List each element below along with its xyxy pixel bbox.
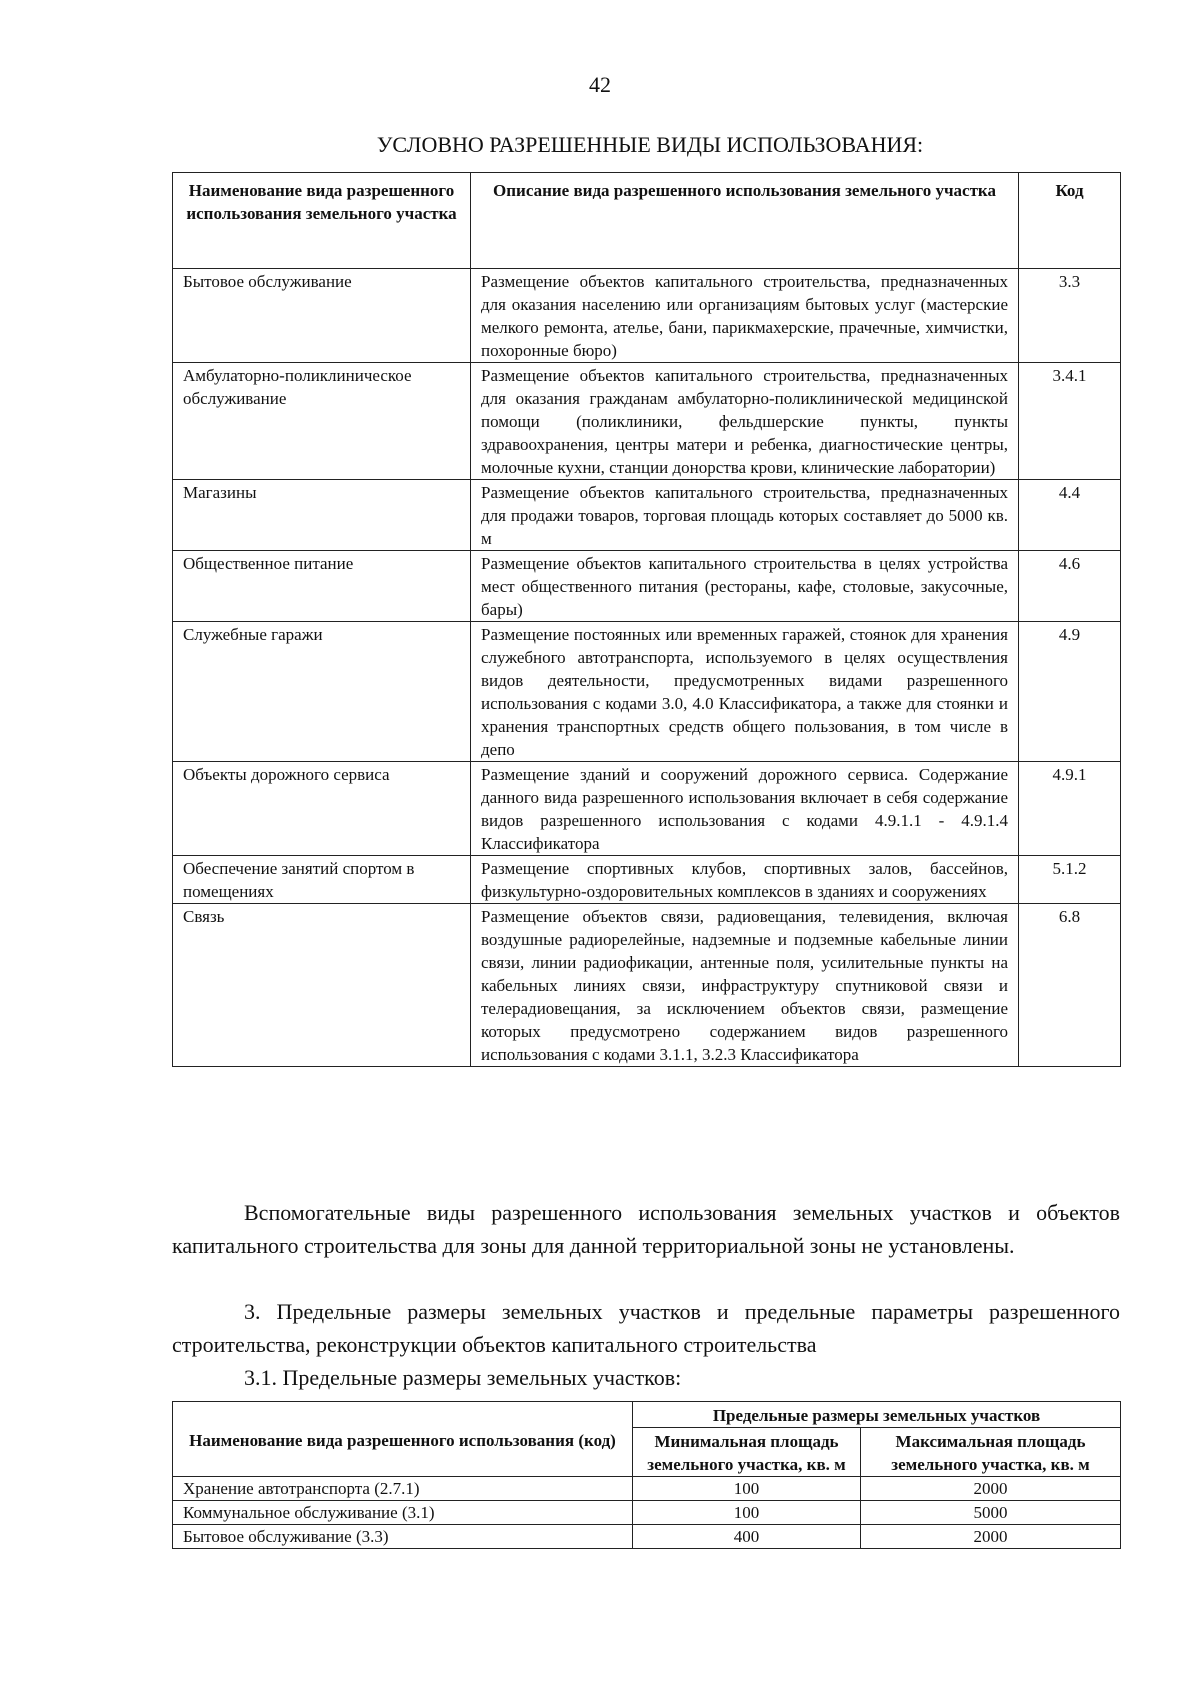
table-row	[173, 480, 1121, 551]
use-name-cell: Связь	[173, 904, 471, 1067]
table-row	[173, 622, 1121, 762]
use-description-cell: Размещение спортивных клубов, спортивных залов, бассейнов, физкультурно-оздоровительных комплексов в зданиях и сооружениях	[471, 856, 1019, 904]
min-area-cell: 100	[633, 1477, 861, 1501]
table-row	[173, 1477, 1121, 1501]
use-description-cell: Размещение объектов капитального строительства, предназначенных для продажи товаров, торговая площадь которых составляет до 5000 кв. м	[471, 480, 1019, 551]
use-name-cell: Коммунальное обслуживание (3.1)	[173, 1501, 633, 1525]
header-use-name-code: Наименование вида разрешенного использования (код)	[173, 1402, 633, 1477]
table-row	[173, 1525, 1121, 1549]
table-row	[173, 904, 1121, 1067]
use-description-cell: Размещение объектов капитального строительства, предназначенных для оказания населению или организациям бытовых услуг (мастерские мелкого ремонта, ателье, бани, парикмахерские, прачечные, химчистки, похоронные бюро)	[471, 269, 1019, 363]
use-description-cell: Размещение объектов капитального строительства, предназначенных для оказания гражданам амбулаторно-поликлинической медицинской помощи (поликлиники, фельдшерские пункты, пункты здравоохранения, центры матери и ребенка, диагностические центры, молочные кухни, станции донорства крови, клинические лаборатории)	[471, 363, 1019, 480]
table-row	[173, 762, 1121, 856]
use-description-cell: Размещение постоянных или временных гаражей, стоянок для хранения служебного автотранспорта, используемого в целях осуществления видов деятельности, предусмотренных видами разрешенного использования с кодами 3.0, 4.0 Классификатора, а также для стоянки и хранения транспортных средств общего пользования, в том числе в депо	[471, 622, 1019, 762]
use-name-cell: Магазины	[173, 480, 471, 551]
section-title: УСЛОВНО РАЗРЕШЕННЫЕ ВИДЫ ИСПОЛЬЗОВАНИЯ:	[376, 132, 924, 157]
max-area-cell: 5000	[861, 1501, 1121, 1525]
table-row	[173, 856, 1121, 904]
table-header-row	[173, 173, 1121, 269]
use-description-cell: Размещение зданий и сооружений дорожного сервиса. Содержание данного вида разрешенного использования включает в себя содержание видов разрешенного использования с кодами 4.9.1.1 - 4.9.1.4 Классификатора	[471, 762, 1019, 856]
header-code: Код	[1019, 173, 1121, 269]
header-use-description: Описание вида разрешенного использования земельного участка	[471, 173, 1019, 269]
min-area-cell: 400	[633, 1525, 861, 1549]
plot-size-limits-table	[172, 1401, 1121, 1549]
use-code-cell: 4.4	[1019, 480, 1121, 551]
use-name-cell: Амбулаторно-поликлиническое обслуживание	[173, 363, 471, 480]
use-code-cell: 3.3	[1019, 269, 1121, 363]
use-code-cell: 4.9.1	[1019, 762, 1121, 856]
max-area-cell: 2000	[861, 1477, 1121, 1501]
table-header-row	[173, 1402, 1121, 1428]
use-description-cell: Размещение объектов капитального строительства в целях устройства мест общественного питания (рестораны, кафе, столовые, закусочные, бары)	[471, 551, 1019, 622]
use-name-cell: Хранение автотранспорта (2.7.1)	[173, 1477, 633, 1501]
use-name-cell: Объекты дорожного сервиса	[173, 762, 471, 856]
header-min-area: Минимальная площадь земельного участка, кв. м	[633, 1428, 861, 1477]
min-area-cell: 100	[633, 1501, 861, 1525]
section-3-heading: 3. Предельные размеры земельных участков и предельные параметры разрешенного строительства, реконструкции объектов капитального строительства	[172, 1299, 1120, 1357]
use-name-cell: Служебные гаражи	[173, 622, 471, 762]
use-code-cell: 6.8	[1019, 904, 1121, 1067]
use-name-cell: Бытовое обслуживание	[173, 269, 471, 363]
use-code-cell: 4.9	[1019, 622, 1121, 762]
header-plot-size-limits: Предельные размеры земельных участков	[633, 1402, 1121, 1428]
table-row	[173, 269, 1121, 363]
use-name-cell: Общественное питание	[173, 551, 471, 622]
permitted-uses-table	[172, 172, 1121, 1067]
auxiliary-uses-paragraph: Вспомогательные виды разрешенного использования земельных участков и объектов капитального строительства для зоны для данной территориальной зоны не установлены.	[172, 1200, 1120, 1258]
subsection-3-1-heading: 3.1. Предельные размеры земельных участков:	[244, 1365, 682, 1390]
table-row	[173, 1501, 1121, 1525]
table-row	[173, 363, 1121, 480]
use-code-cell: 4.6	[1019, 551, 1121, 622]
use-code-cell: 3.4.1	[1019, 363, 1121, 480]
table-row	[173, 551, 1121, 622]
header-use-name: Наименование вида разрешенного использования земельного участка	[173, 173, 471, 269]
use-description-cell: Размещение объектов связи, радиовещания, телевидения, включая воздушные радиорелейные, надземные и подземные кабельные линии связи, линии радиофикации, антенные поля, усилительные пункты на кабельных линиях связи, инфраструктуру спутниковой связи и телерадиовещания, за исключением объектов связи, размещение которых предусмотрено содержанием видов разрешенного использования с кодами 3.1.1, 3.2.3 Классификатора	[471, 904, 1019, 1067]
max-area-cell: 2000	[861, 1525, 1121, 1549]
page-number: 42	[589, 72, 611, 97]
use-code-cell: 5.1.2	[1019, 856, 1121, 904]
header-max-area: Максимальная площадь земельного участка, кв. м	[861, 1428, 1121, 1477]
use-name-cell: Обеспечение занятий спортом в помещениях	[173, 856, 471, 904]
use-name-cell: Бытовое обслуживание (3.3)	[173, 1525, 633, 1549]
